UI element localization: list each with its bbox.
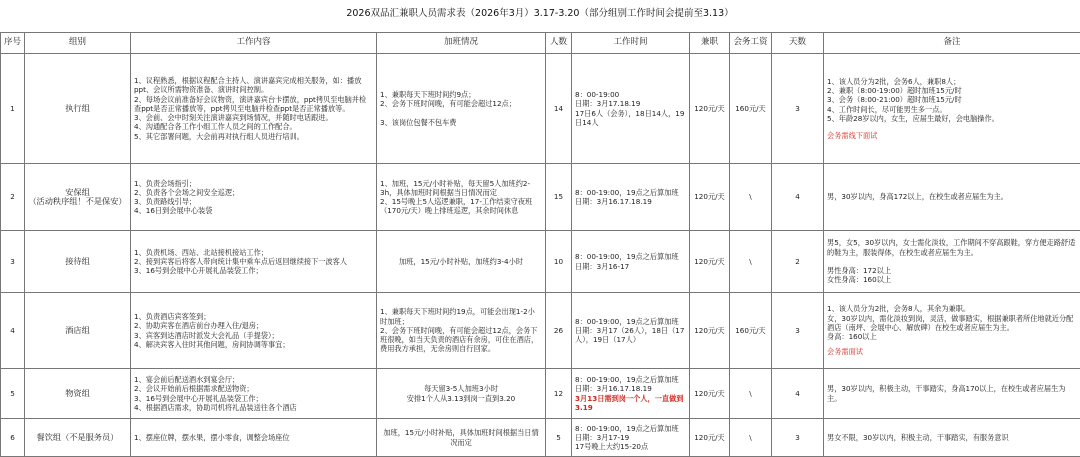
cell-meeting-pay: 160元/天: [730, 54, 772, 164]
cell-remark: 男，30岁以内，积极主动，干事踏实，身高170以上，在校生或者应届生为主。: [824, 369, 1080, 419]
table-row: [1, 231, 1080, 293]
cell-group: 酒店组: [25, 293, 131, 369]
cell-days: 4: [772, 369, 824, 419]
cell-overtime: 每天留3-5人加班3小时 安排1个人从3.13到岗一直到3.20: [377, 369, 546, 419]
remark-text: 1、该人员分为2批，会务8人，其余为兼职。 女，30岁以内，需化淡妆到岗，灵活，做事踏实，根据兼职者所住地就近分配酒店（南坪、会展中心、解放碑）在校生或者应届生为主。 身高：160以上: [827, 304, 1077, 341]
header-row: [1, 33, 1080, 54]
cell-overtime: 1、兼职每天下班时间约9点； 2、会务下班时间晚，有可能会超过12点； 3、该岗位包餐不包车费: [377, 54, 546, 164]
cell-no: 3: [1, 231, 25, 293]
table-row: [1, 164, 1080, 231]
sheet-title: 2026双品汇兼职人员需求表（2026年3月）3.17-3.20（部分组别工作时间会提前至3.13）: [0, 7, 1080, 20]
cell-group: 执行组: [25, 54, 131, 164]
cell-count: 12: [546, 369, 572, 419]
cell-no: 6: [1, 419, 25, 457]
cell-remark: 男，30岁以内，身高172以上，在校生或者应届生为主。: [824, 164, 1080, 231]
cell-remark: 男5，女5，30岁以内，女士需化淡妆，工作期间不穿高跟鞋，穿方便走路舒适的鞋为主，服装得体，在校生或者应届生为主。 男性身高：172以上 女性身高：160以上: [824, 231, 1080, 293]
header-overtime: 加班情况: [377, 33, 546, 54]
cell-pay: 120元/天: [690, 419, 730, 457]
cell-content: 1、摆座位牌，摆水果，摆小零食，调整会场座位: [131, 419, 377, 457]
header-pay: 兼职: [690, 33, 730, 54]
cell-pay: 120元/天: [690, 164, 730, 231]
cell-pay: 120元/天: [690, 293, 730, 369]
cell-content: 1、议程熟悉，根据议程配合主持人、演讲嘉宾完成相关服务，如：播放ppt、会议所需物资准备、演讲时间控制。 2、每场会议前准备好会议物资，演讲嘉宾台卡摆放，ppt拷贝至电脑并检查ppt是否正常播放等，ppt拷贝至电脑并检查ppt是否正常播放等。 3、会前、会中时刻关注演讲嘉宾到场情况，并随时电话跟进。 4、沟通配合各工作小组工作人员之间的工作配合。 5、其它部署问题，大会前再对执行组人员进行培训。: [131, 54, 377, 164]
cell-content: 1、负责机场、西站、北站接机接站工作； 2、接到宾客后将客人带向统计集中乘车点后返回继续接下一波客人 3、16号到会展中心开展礼品装袋工作；: [131, 231, 377, 293]
header-content: 工作内容: [131, 33, 377, 54]
cell-no: 5: [1, 369, 25, 419]
cell-pay: 120元/天: [690, 54, 730, 164]
cell-time: 8：00-19:00，19点之后算加班 日期：3月16.17.18.19: [572, 164, 690, 231]
cell-count: 26: [546, 293, 572, 369]
table-row: [1, 293, 1080, 369]
cell-meeting-pay: \: [730, 369, 772, 419]
cell-meeting-pay: 160元/天: [730, 293, 772, 369]
cell-days: 2: [772, 231, 824, 293]
cell-time: 8：00-19:00，19点之后算加班 日期：3月17-19 17号晚上大约15-20点: [572, 419, 690, 457]
cell-group: 物资组: [25, 369, 131, 419]
cell-no: 4: [1, 293, 25, 369]
cell-pay: 120元/天: [690, 369, 730, 419]
cell-content: 1、负责酒店宾客签到； 2、协助宾客在酒店前台办理入住/退房； 3、宾客到达酒店时派发大会礼品（手提袋）； 4、解决宾客入住时其他问题，房间协调等事宜；: [131, 293, 377, 369]
cell-count: 15: [546, 164, 572, 231]
remark-highlight: 会务需线下面试: [827, 131, 1077, 140]
cell-remark: 男女不限，30岁以内，积极主动，干事踏实，有服务意识: [824, 419, 1080, 457]
table-row: [1, 419, 1080, 457]
cell-overtime: 1、加班，15元/小时补贴，每天留5人加班约2-3h，具体加班时间根据当日情况而定 2、15号晚上5人巡逻兼职，17-工作结束守夜班（170元/天）晚上排班巡逻，其余时间休息: [377, 164, 546, 231]
header-meeting-pay: 会务工资: [730, 33, 772, 54]
header-remark: 备注: [824, 33, 1080, 54]
cell-remark: [824, 54, 1080, 164]
cell-content: 1、宴会前后配送酒水到宴会厅； 2、会议开始前后根据需求配送物资； 3、16号到会展中心开展礼品装袋工作； 4、根据酒店需求，协助司机将礼品装送往各个酒店: [131, 369, 377, 419]
cell-days: 3: [772, 419, 824, 457]
cell-remark: [824, 293, 1080, 369]
cell-count: 5: [546, 419, 572, 457]
header-group: 组别: [25, 33, 131, 54]
cell-group: 接待组: [25, 231, 131, 293]
cell-no: 1: [1, 54, 25, 164]
header-days: 天数: [772, 33, 824, 54]
header-count: 人数: [546, 33, 572, 54]
cell-time: [572, 369, 690, 419]
cell-overtime: 加班，15元/小时补贴，具体加班时间根据当日情况而定: [377, 419, 546, 457]
cell-days: 3: [772, 54, 824, 164]
cell-group: 餐饮组（不是服务员）: [25, 419, 131, 457]
cell-no: 2: [1, 164, 25, 231]
cell-meeting-pay: \: [730, 164, 772, 231]
cell-time: 8：00-19:00，19点之后算加班 日期：3月16-17: [572, 231, 690, 293]
time-text: 8：00-19:00，19点之后算加班 日期：3月16.17.18.19: [575, 375, 686, 393]
cell-count: 10: [546, 231, 572, 293]
cell-pay: 120元/天: [690, 231, 730, 293]
time-highlight: 3月13日需到岗一个人，一直做到3.19: [575, 394, 686, 412]
table-row: [1, 369, 1080, 419]
cell-time: 8：00-19:00 日期：3月17.18.19 17日6人（会务），18日14人，19日14人: [572, 54, 690, 164]
cell-count: 14: [546, 54, 572, 164]
cell-days: 4: [772, 164, 824, 231]
cell-overtime: 加班，15元/小时补贴，加班约3-4小时: [377, 231, 546, 293]
recruitment-table: [0, 32, 1080, 457]
header-time: 工作时间: [572, 33, 690, 54]
cell-days: 3: [772, 293, 824, 369]
cell-group: 安保组 （活动秩序组！不是保安）: [25, 164, 131, 231]
cell-meeting-pay: \: [730, 419, 772, 457]
header-no: 序号: [1, 33, 25, 54]
cell-time: 8：00-19:00，19点之后算加班 日期：3月17（26人），18日（17人），19日（17人）: [572, 293, 690, 369]
table-row: [1, 54, 1080, 164]
remark-text: 1、该人员分为2批，会务6人，兼职8人； 2、兼职（8:00-19:00）超时加班15元/时 3、会务（8:00-21:00）超时加班15元/时 4、工作时间长，尽可能男生多一点。 5、年龄28岁以内，女生，应届生最好，会电脑操作。: [827, 77, 1077, 123]
cell-meeting-pay: \: [730, 231, 772, 293]
cell-content: 1、负责会场指引； 2、负责各个会场之间安全巡逻； 3、负责路线引导； 4、16日到会展中心装袋: [131, 164, 377, 231]
cell-overtime: 1、兼职每天下班时间约19点，可能会出现1-2小时加班； 2、会务下班时间晚，有可能会超过12点，会务下班很晚，如当天负责的酒店有余房，可住在酒店，费用我方承担，无余房则自行回家。: [377, 293, 546, 369]
remark-highlight: 会务需面试: [827, 347, 1077, 356]
